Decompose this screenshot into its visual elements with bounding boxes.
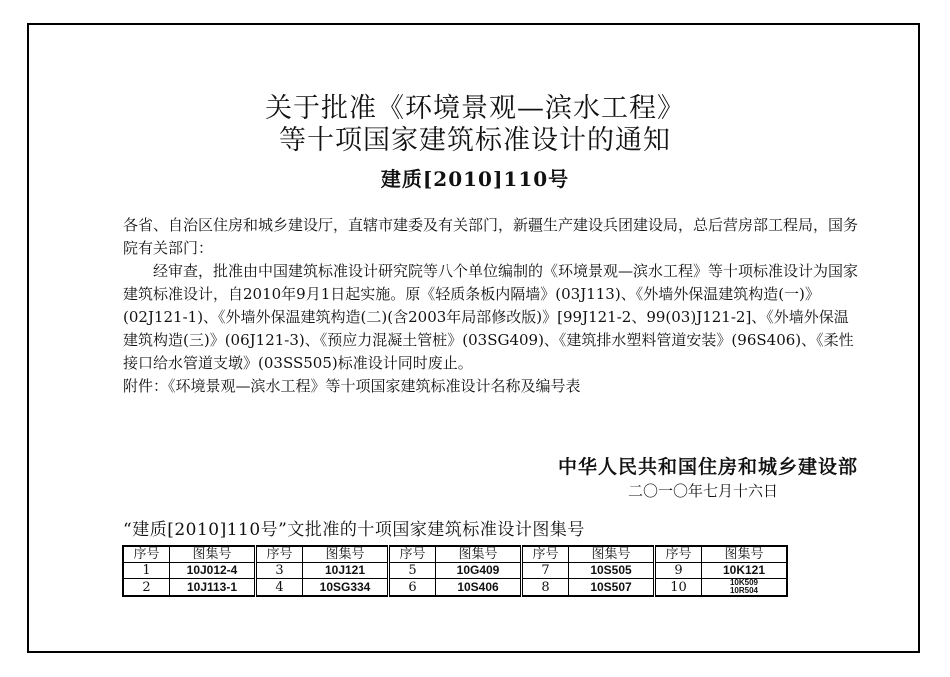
- table-cell-code: 10J121: [303, 563, 389, 579]
- table-cell-code: 10K121: [702, 563, 788, 579]
- table-cell-code: 10J113-1: [170, 579, 256, 597]
- header-seq: 序号: [655, 546, 702, 563]
- header-code: 图集号: [303, 546, 389, 563]
- attachment-line: 附件：《环境景观—滨水工程》等十项国家建筑标准设计名称及编号表: [123, 377, 581, 395]
- issuer: 中华人民共和国住房和城乡建设部: [557, 456, 858, 478]
- issue-date: 二〇一〇年七月十六日: [627, 482, 778, 500]
- header-code: 图集号: [436, 546, 522, 563]
- table-cell-seq: 9: [655, 563, 702, 579]
- header-seq: 序号: [256, 546, 303, 563]
- table-cell-seq: 6: [389, 579, 436, 597]
- title-line-2: 等十项国家建筑标准设计的通知: [279, 125, 671, 156]
- title-line-1: 关于批准《环境景观—滨水工程》: [265, 93, 685, 124]
- table-row: [123, 579, 787, 597]
- table-cell-code: 10S406: [436, 579, 522, 597]
- table-row: [123, 563, 787, 579]
- table-cell-seq: 8: [522, 579, 569, 597]
- table-cell-seq: 5: [389, 563, 436, 579]
- document-number: 建质[2010]110号: [380, 167, 570, 191]
- table-cell-seq: 3: [256, 563, 303, 579]
- table-cell-code: 10SG334: [303, 579, 389, 597]
- table-cell-code: 10J012-4: [170, 563, 256, 579]
- table-header-row: [123, 546, 787, 563]
- addressees: 各省、自治区住房和城乡建设厅，直辖市建委及有关部门，新疆生产建设兵团建设局，总后营房部工程局，国务院有关部门：: [123, 216, 859, 257]
- table-cell-seq: 1: [123, 563, 170, 579]
- table-cell-seq: 7: [522, 563, 569, 579]
- table-cell-seq: 2: [123, 579, 170, 597]
- header-code: 图集号: [702, 546, 788, 563]
- header-seq: 序号: [522, 546, 569, 563]
- table-cell-code-a: 10K509: [729, 578, 759, 587]
- table-cell-code-double: [702, 579, 788, 597]
- header-seq: 序号: [123, 546, 170, 563]
- notice-body: [123, 214, 861, 398]
- table-title: “建质[2010]110号”文批准的十项国家建筑标准设计图集号: [123, 520, 585, 540]
- table-cell-seq: 10: [655, 579, 702, 597]
- header-code: 图集号: [569, 546, 655, 563]
- table-cell-code: 10S507: [569, 579, 655, 597]
- table-cell-seq: 4: [256, 579, 303, 597]
- atlas-number-table: [122, 545, 788, 597]
- table-cell-code-b: 10R504: [729, 586, 759, 595]
- header-code: 图集号: [170, 546, 256, 563]
- header-seq: 序号: [389, 546, 436, 563]
- table-cell-code: 10S505: [569, 563, 655, 579]
- body-paragraph: 经审查，批准由中国建筑标准设计研究院等八个单位编制的《环境景观—滨水工程》等十项标准设计为国家建筑标准设计，自2010年9月1日起实施。原《轻质条板内隔墙》(03J113)、《外墙外保温建筑构造(一)》(02J121-1)、《外墙外保温建筑构造(二)(含2003年局部修改版)》[99J121-2、99(03)J121-2]、《外墙外保温建筑构造(三)》(06J121-3)、《预应力混凝土管桩》(03SG409)、《建筑排水塑料管道安装》(96S406)、《柔性接口给水管道支墩》(03SS505)标准设计同时废止。: [123, 262, 859, 372]
- table-cell-code: 10G409: [436, 563, 522, 579]
